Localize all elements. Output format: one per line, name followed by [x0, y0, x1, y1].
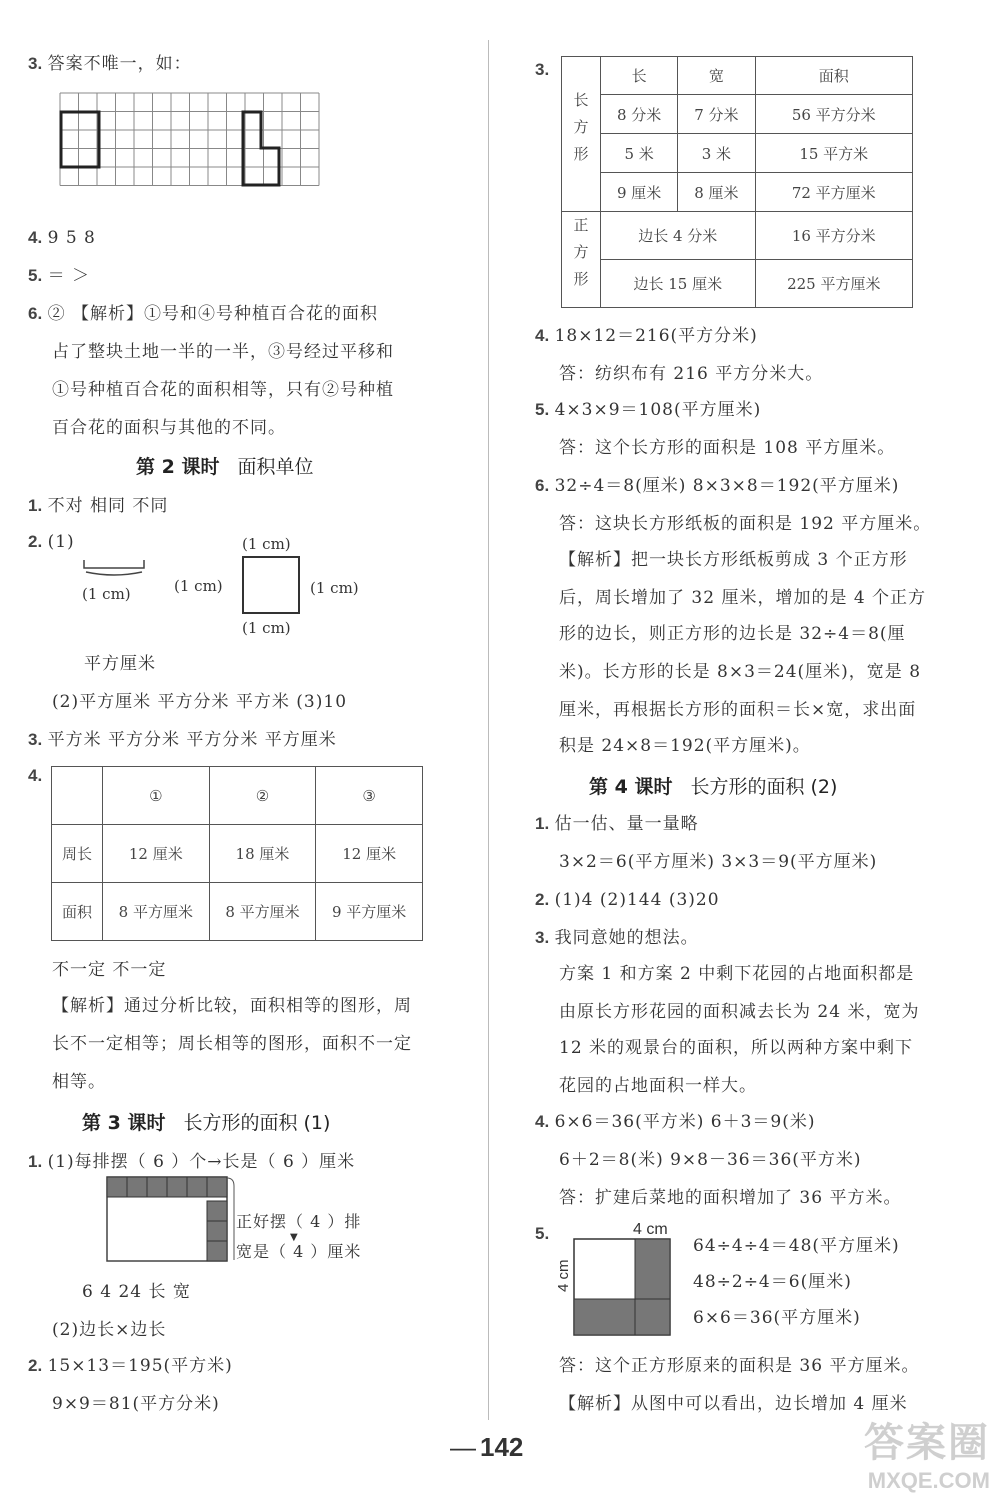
l4-q1-line1: 1. 估一估、量一量略	[535, 814, 699, 834]
l2-q4-analysis-2: 长不一定相等；周长相等的图形，面积不一定	[52, 1034, 412, 1054]
right-q5-line1: 5. 4×3×9＝108(平方厘米)	[535, 400, 762, 420]
l4-q3-line5: 花园的占地面积一样大。	[559, 1076, 757, 1096]
l2-q4-analysis-1: 【解析】通过分析比较，面积相等的图形，周	[52, 996, 412, 1016]
l4-q1-line2: 3×2＝6(平方厘米) 3×3＝9(平方厘米)	[559, 852, 878, 872]
l2-q3: 3. 平方米 平方分米 平方分米 平方厘米	[28, 730, 337, 750]
l2-q4-label: 4.	[28, 766, 43, 785]
l4-q4-line2: 6＋2＝8(米) 9×8－36＝36(平方米)	[559, 1150, 862, 1170]
right-q6-line8: 积是 24×8＝192(平方厘米)。	[559, 736, 811, 756]
left-q4: 4. 9 5 8	[28, 228, 96, 248]
l4-q3-line1: 3. 我同意她的想法。	[535, 928, 699, 948]
l4-q3-line4: 12 米的观景台的面积，所以两种方案中剩下	[559, 1038, 914, 1058]
l3-q1: 1. (1)每排摆（ 6 ）个→长是（ 6 ）厘米	[28, 1152, 356, 1172]
table-row: 正方形 边长 4 分米 16 平方分米	[562, 212, 913, 260]
left-q3: 3. 答案不唯一，如：	[28, 54, 192, 74]
left-q5: 5. ＝ ＞	[28, 266, 90, 286]
lesson2-heading: 第 2 课时 面积单位	[136, 456, 314, 478]
left-q6-line4: 百合花的面积与其他的不同。	[52, 418, 286, 438]
l4-q5-analysis: 【解析】从图中可以看出，边长增加 4 厘米	[559, 1394, 908, 1414]
l4-q5-answer: 答：这个正方形原来的面积是 36 平方厘米。	[559, 1356, 920, 1376]
l3-q1-part2: (2)边长×边长	[52, 1320, 167, 1340]
right-q6-line2: 答：这块长方形纸板的面积是 192 平方厘米。	[559, 514, 932, 534]
table-row: 5 米 3 米 15 平方米	[562, 134, 913, 173]
left-q6-line3: ①号种植百合花的面积相等，只有②号种植	[52, 380, 394, 400]
l4-q3-line2: 方案 1 和方案 2 中剩下花园的占地面积都是	[559, 964, 915, 984]
table-header-row: ① ② ③	[52, 767, 423, 825]
cm-square-left-label: (1 cm)	[174, 577, 223, 595]
l4-q5-calc1: 64÷4÷4＝48(平方厘米)	[693, 1236, 900, 1256]
cm-segment-label: (1 cm)	[82, 585, 131, 603]
table-header-row: 长方形 长 宽 面积	[562, 57, 913, 95]
right-q6-line7: 厘米，再根据长方形的面积＝长×宽，求出面	[559, 700, 917, 720]
right-q6-line4: 后，周长增加了 32 厘米，增加的是 4 个正方	[559, 588, 927, 608]
page-number: — 142	[450, 1432, 524, 1462]
l3-q2-line1: 2. 15×13＝195(平方米)	[28, 1356, 233, 1376]
l2-q2-unit: 平方厘米	[84, 654, 156, 674]
lesson3-heading: 第 3 课时 长方形的面积 (1)	[82, 1112, 331, 1134]
right-q5-line2: 答：这个长方形的面积是 108 平方厘米。	[559, 438, 896, 458]
right-q6-line5: 形的边长，则正方形的边长是 32÷4＝8(厘	[559, 624, 906, 644]
l2-q2-line2: (2)平方厘米 平方分米 平方米 (3)10	[52, 692, 348, 712]
l2-q4-after: 不一定 不一定	[52, 960, 167, 980]
l2-q2: 2. (1)	[28, 532, 75, 552]
l4-q5-calc2: 48÷2÷4＝6(厘米)	[693, 1272, 852, 1292]
l4-q2: 2. (1)4 (2)144 (3)20	[535, 890, 720, 910]
l4-q5-label: 5.	[535, 1224, 550, 1243]
l4-q5-side-label: 4 cm	[555, 1259, 572, 1292]
cm-square-bottom-label: (1 cm)	[242, 619, 291, 637]
table-row: 周长 12 厘米 18 厘米 12 厘米	[52, 825, 423, 883]
right-q6-line6: 米)。长方形的长是 8×3＝24(厘米)，宽是 8	[559, 662, 922, 682]
perimeter-area-table	[51, 766, 423, 941]
l3-q1-right1: 正好摆（ 4 ）排	[236, 1212, 362, 1231]
l3-q1-row: 6 4 24 长 宽	[82, 1282, 191, 1302]
left-q6-line1: 6. ② 【解析】①号和④号种植百合花的面积	[28, 304, 378, 324]
l4-q5-calc3: 6×6＝36(平方厘米)	[693, 1308, 861, 1328]
square-expansion-figure	[573, 1238, 677, 1342]
l2-q1: 1. 不对 相同 不同	[28, 496, 169, 516]
right-q3-label: 3.	[535, 60, 550, 79]
l4-q4-line1: 4. 6×6＝36(平方米) 6＋3＝9(米)	[535, 1112, 816, 1132]
right-q6-line3: 【解析】把一块长方形纸板剪成 3 个正方形	[559, 550, 908, 570]
right-q4-line1: 4. 18×12＝216(平方分米)	[535, 326, 758, 346]
rect-square-table	[561, 56, 913, 308]
right-q4-line2: 答：纺织布有 216 平方分米大。	[559, 364, 824, 384]
cm-square-top-label: (1 cm)	[242, 535, 291, 553]
lesson4-heading: 第 4 课时 长方形的面积 (2)	[589, 776, 838, 798]
square-label-cell: 正方形	[562, 212, 601, 308]
l2-q4-analysis-3: 相等。	[52, 1072, 106, 1092]
watermark-logo: 答案圈 MXQE.COM	[864, 1421, 990, 1493]
table-row: 9 厘米 8 厘米 72 平方厘米	[562, 173, 913, 212]
grid-shape-rectangle	[61, 112, 99, 167]
l3-q2-line2: 9×9＝81(平方分米)	[52, 1394, 220, 1414]
left-q6-line2: 占了整块土地一半的一半，③号经过平移和	[52, 342, 394, 362]
l4-q4-line3: 答：扩建后菜地的面积增加了 36 平方米。	[559, 1188, 902, 1208]
table-row: 边长 15 厘米 225 平方厘米	[562, 260, 913, 308]
l4-q5-top-label: 4 cm	[633, 1221, 668, 1238]
cm-square	[242, 556, 300, 614]
cm-square-right-label: (1 cm)	[310, 579, 359, 597]
l3-q1-right2: 宽是（ 4 ）厘米	[236, 1242, 362, 1261]
arrow-down-icon: ▼	[290, 1232, 298, 1243]
cm-segment-figure	[82, 558, 146, 578]
right-q6-line1: 6. 32÷4＝8(厘米) 8×3×8＝192(平方厘米)	[535, 476, 900, 496]
l4-q3-line3: 由原长方形花园的面积减去长为 24 米，宽为	[559, 1002, 920, 1022]
tile-figure	[106, 1176, 236, 1264]
table-row: 8 分米 7 分米 56 平方分米	[562, 95, 913, 134]
rect-label-cell: 长方形	[562, 57, 601, 212]
table-row: 面积 8 平方厘米 8 平方厘米 9 平方厘米	[52, 883, 423, 941]
grid-figure	[56, 90, 326, 206]
column-divider	[488, 40, 489, 1420]
